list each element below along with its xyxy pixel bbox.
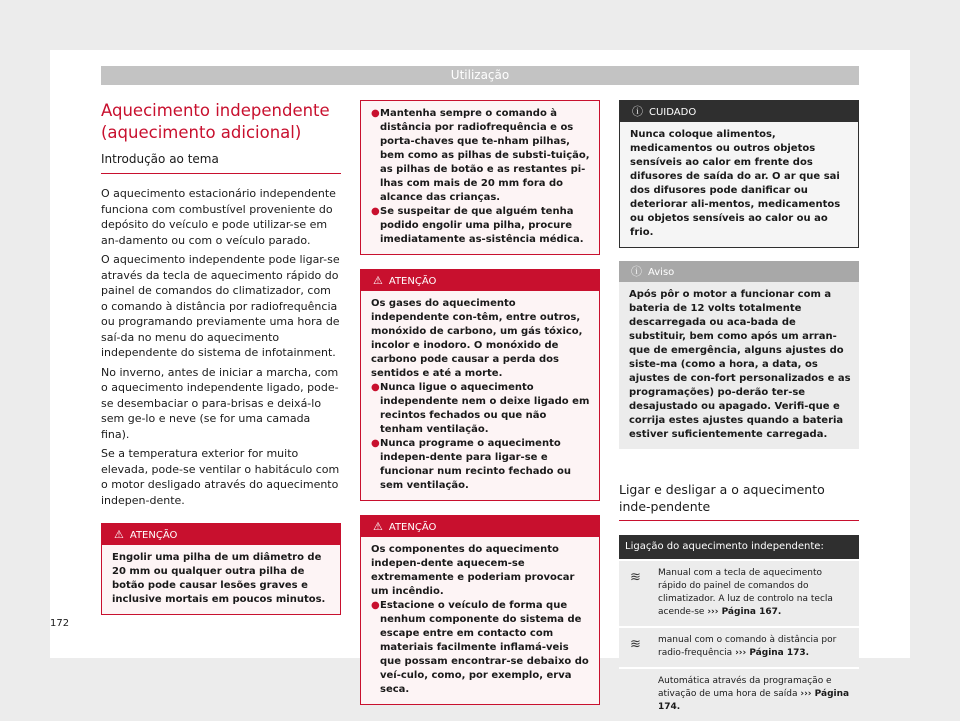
note-header xyxy=(619,261,859,282)
page-number: 172 xyxy=(50,618,70,629)
warning-box-components xyxy=(360,515,600,705)
warning-header xyxy=(361,516,599,537)
page-reference[interactable]: ››› Página 173. xyxy=(735,648,810,658)
table-row xyxy=(619,559,859,626)
warning-body xyxy=(102,545,340,614)
caution-text: Nunca coloque alimentos, medicamentos ou outros objetos sensíveis ao calor em frente dos difusores de saída do ar. O ar que sai dos difusores pode danificar ou deteriorar ali-mentos, medicamentos ou objetos sensíveis ao calor ou ao frio. xyxy=(630,129,841,238)
table-row xyxy=(619,667,859,721)
bullet-item xyxy=(371,381,591,437)
warning-header xyxy=(361,270,599,291)
section-subtitle: Introdução ao tema xyxy=(101,152,341,174)
warning-text: Engolir uma pilha de um diâmetro de 20 mm ou qualquer outra pilha de botão pode causar lesões graves e inclusive mortais em poucos minutos. xyxy=(112,552,326,605)
bullet-icon: ● xyxy=(371,438,380,449)
bullet-text: Se suspeitar de que alguém tenha podido engolir uma pilha, procure imediatamente as-sistência médica. xyxy=(380,206,584,245)
page-title: Aquecimento independente (aquecimento adicional) xyxy=(101,101,330,142)
table-cell: manual com o comando à distância por radio-frequência ››› Página 173. xyxy=(658,635,837,658)
bullet-icon: ● xyxy=(371,382,380,393)
warning-text: Os gases do aquecimento independente con-têm, entre outros, monóxido de carbono, um gás tóxico, incolor e inodoro. O monóxido de carbono pode causar a perda dos sentidos e até a morte. xyxy=(371,298,583,379)
bullet-text: Nunca programe o aquecimento indepen-dente para ligar-se e funcionar num recinto fechado ou sem ventilação. xyxy=(380,438,571,491)
warning-triangle-icon: ⚠ xyxy=(373,274,383,287)
caution-header xyxy=(620,101,858,122)
table-header: Ligação do aquecimento independente: xyxy=(619,535,859,559)
bullet-icon: ● xyxy=(371,108,380,119)
remote-heater-icon: ≋ xyxy=(630,637,641,652)
table-cell: Automática através da programação e ativação de uma hora de saída ››› Página 174. xyxy=(658,676,850,712)
warning-body xyxy=(361,291,599,500)
warning-label: ATENÇÃO xyxy=(388,522,437,533)
warning-body xyxy=(361,101,599,254)
table-cell: Manual com a tecla de aquecimento rápido do painel de comandos do climatizador. A luz de controlo na tecla acende-se ››› Página 167. xyxy=(658,568,833,617)
bullet-item xyxy=(371,107,591,205)
warning-body xyxy=(361,537,599,704)
warning-box-continued xyxy=(360,100,600,255)
bullet-icon: ● xyxy=(371,600,380,611)
warning-label: ATENÇÃO xyxy=(129,530,178,541)
section-title: Ligar e desligar a o aquecimento inde-pendente xyxy=(619,481,859,521)
caution-label: CUIDADO xyxy=(649,107,697,118)
warning-box-gases xyxy=(360,269,600,501)
table-row xyxy=(619,626,859,667)
note-label: Aviso xyxy=(648,267,675,278)
ligacao-table xyxy=(619,535,859,721)
bullet-icon: ● xyxy=(371,206,380,217)
column-right xyxy=(619,100,859,721)
warning-header xyxy=(102,524,340,545)
column-left xyxy=(101,100,341,615)
page-reference[interactable]: ››› Página 174. xyxy=(658,689,850,712)
warning-triangle-icon: ⚠ xyxy=(373,520,383,533)
bullet-item xyxy=(371,205,591,247)
column-middle xyxy=(360,100,600,705)
bullet-text: Nunca ligue o aquecimento independente nem o deixe ligado em recintos fechados ou que não tenham ventilação. xyxy=(380,382,590,435)
paragraph: Se a temperatura exterior for muito elevada, pode-se ventilar o habitáculo com o motor desligado através do aquecimento indepen-dente. xyxy=(101,447,340,507)
bullet-item xyxy=(371,437,591,493)
caution-body xyxy=(620,122,858,247)
blank-icon-cell xyxy=(619,669,652,721)
caution-icon: ⓘ xyxy=(632,105,643,118)
paragraph: O aquecimento estacionário independente funciona com combustível proveniente do depósito do veículo e pode utilizar-se em an-damento ou com o veículo parado. xyxy=(101,187,336,247)
bullet-text: Mantenha sempre o comando à distância por radiofrequência e os porta-chaves que te-nham pilhas, bem como as pilhas de substi-tuição, as pilhas de botão e as restantes pi-lhas com mais de 20 mm fora do alcance das crianças. xyxy=(380,108,590,203)
info-icon: ⓘ xyxy=(631,265,642,278)
warning-triangle-icon: ⚠ xyxy=(114,528,124,541)
bullet-item xyxy=(371,599,591,697)
bullet-text: Estacione o veículo de forma que nenhum componente do sistema de escape entre em contacto com materiais facilmente inflamá-veis que possam encontrar-se debaixo do veí-culo, como, por exemplo, erva seca. xyxy=(380,600,589,695)
note-text: Após pôr o motor a funcionar com a bateria de 12 volts totalmente descarregada ou aca-bada de substituir, bem como após um arran-que de emergência, alguns ajustes do siste-ma (como a hora, a data, os ajustes de con-fort personalizados e as programações) po-derão ter-se desajustado ou apagado. Verifi-que e corrija estes ajustes quando a bateria estiver suficientemente carregada. xyxy=(629,289,851,440)
caution-box xyxy=(619,100,859,248)
paragraph: O aquecimento independente pode ligar-se através da tecla de aquecimento rápido do painel de comandos do climatizador, com o comando à distância por radiofrequência ou programando previamente uma hora de saí-da no menu do aquecimento independente do sistema de infotainment. xyxy=(101,253,340,359)
paragraph: No inverno, antes de iniciar a marcha, com o aquecimento independente ligado, pode-se desembaciar o para-brisas e deixá-lo sem ge-lo e neve (se for uma camada fina). xyxy=(101,365,339,441)
intro-text xyxy=(101,186,341,508)
heater-icon: ≋ xyxy=(630,570,641,585)
warning-text: Os componentes do aquecimento indepen-dente aquecem-se extremamente e poderiam provocar um incêndio. xyxy=(371,544,575,597)
note-body xyxy=(619,282,859,449)
page-reference[interactable]: ››› Página 167. xyxy=(707,607,782,617)
note-box xyxy=(619,261,859,449)
warning-box xyxy=(101,523,341,615)
chapter-header: Utilização xyxy=(101,66,859,85)
warning-label: ATENÇÃO xyxy=(388,276,437,287)
